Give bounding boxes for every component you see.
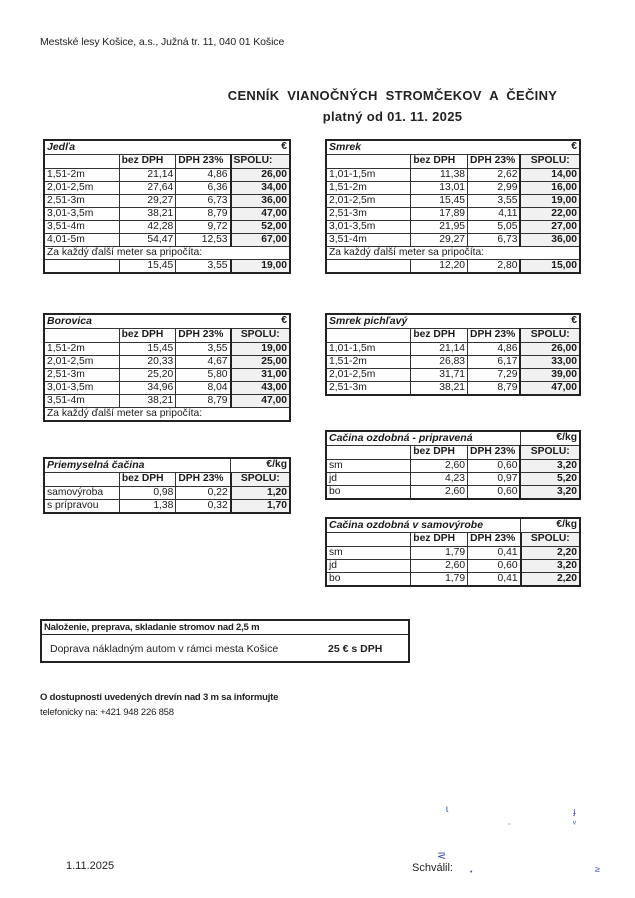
net-price: 54,47	[119, 233, 176, 246]
column-header-item	[44, 328, 119, 342]
column-header-vat: DPH 23%	[176, 328, 231, 342]
table-title: Smrek	[326, 140, 520, 154]
table-row	[326, 485, 580, 499]
table-row	[326, 546, 580, 559]
vat-amount: 0,60	[468, 485, 521, 499]
service-description: Doprava nákladným autom v rámci mesta Košice	[50, 642, 279, 655]
column-header-item	[44, 472, 119, 486]
price-table-cacina-samovyroba	[325, 517, 581, 587]
net-price: 34,96	[119, 381, 176, 394]
column-header-total: SPOLU:	[520, 328, 580, 342]
currency-label: €	[231, 314, 290, 328]
column-header-net: bez DPH	[411, 532, 468, 546]
column-header-net: bez DPH	[411, 445, 468, 459]
vat-amount: 7,29	[468, 368, 521, 381]
net-price: 31,71	[411, 368, 468, 381]
total-price: 39,00	[520, 368, 580, 381]
size-cell: 1,51-2m	[326, 355, 411, 368]
column-header-net: bez DPH	[411, 154, 468, 168]
total-price: 27,00	[520, 220, 580, 233]
table-row	[44, 194, 290, 207]
document-date: 1.11.2025	[66, 860, 115, 872]
vat-amount: 5,80	[176, 368, 231, 381]
availability-info	[40, 690, 278, 720]
signature-mark: ɟ ᵥ	[573, 806, 576, 826]
table-row	[44, 499, 290, 513]
net-price: 21,95	[411, 220, 468, 233]
type-cell: sm	[326, 546, 411, 559]
table-title: Cačina ozdobná v samovýrobe	[326, 518, 521, 532]
vat-amount: 2,99	[468, 181, 521, 194]
table-row	[44, 342, 290, 355]
signature-mark: ⋜	[437, 850, 447, 862]
table-row	[44, 181, 290, 194]
type-cell: s prípravou	[44, 499, 119, 513]
net-price: 15,45	[119, 259, 176, 273]
column-header-total: SPOLU:	[231, 328, 290, 342]
currency-label: €	[520, 140, 580, 154]
table-row	[44, 207, 290, 220]
table-title: Priemyselná čačina	[44, 458, 231, 472]
total-price: 1,20	[231, 486, 290, 499]
total-price: 5,20	[520, 472, 580, 485]
total-price: 26,00	[520, 342, 580, 355]
net-price: 1,79	[411, 546, 468, 559]
table-row	[326, 220, 580, 233]
vat-amount: 2,80	[468, 259, 521, 273]
size-cell: 2,51-3m	[326, 381, 411, 395]
net-price: 0,98	[119, 486, 176, 499]
size-cell: 1,51-2m	[44, 342, 119, 355]
total-price: 22,00	[520, 207, 580, 220]
total-price: 15,00	[520, 259, 580, 273]
total-price: 52,00	[231, 220, 290, 233]
column-header-vat: DPH 23%	[468, 328, 521, 342]
vat-amount: 5,05	[468, 220, 521, 233]
column-header-vat: DPH 23%	[176, 472, 231, 486]
vat-amount: 0,97	[468, 472, 521, 485]
net-price: 38,21	[119, 394, 176, 407]
total-price: 19,00	[231, 342, 290, 355]
column-header-net: bez DPH	[119, 154, 176, 168]
type-cell: bo	[326, 485, 411, 499]
total-price: 67,00	[231, 233, 290, 246]
net-price: 12,20	[411, 259, 468, 273]
net-price: 26,83	[411, 355, 468, 368]
net-price: 38,21	[411, 381, 468, 395]
column-header-item	[44, 154, 119, 168]
size-cell: 2,01-2,5m	[44, 181, 119, 194]
currency-label: €	[520, 314, 580, 328]
title-line: CENNÍK VIANOČNÝCH STROMČEKOV A ČEČINY	[227, 88, 558, 103]
vat-amount: 6,17	[468, 355, 521, 368]
table-title: Cačina ozdobná - pripravená	[326, 431, 520, 445]
table-row	[326, 559, 580, 572]
phone-contact: telefonicky na: +421 948 226 858	[40, 707, 174, 718]
vat-amount: 4,86	[176, 168, 231, 181]
vat-amount: 0,60	[468, 559, 521, 572]
table-title: Smrek pichľavý	[326, 314, 520, 328]
net-price: 27,64	[119, 181, 176, 194]
total-price: 47,00	[231, 394, 290, 407]
transport-service-box	[40, 619, 410, 663]
column-header-total: SPOLU:	[231, 154, 290, 168]
vat-amount: 8,79	[176, 394, 231, 407]
size-cell: 3,51-4m	[44, 220, 119, 233]
currency-label: €/kg	[520, 431, 580, 445]
vat-amount: 4,11	[468, 207, 521, 220]
size-cell: 3,51-4m	[326, 233, 411, 246]
size-cell: 1,51-2m	[44, 168, 119, 181]
validity-line: platný od 01. 11. 2025	[322, 109, 463, 124]
vat-amount: 12,53	[176, 233, 231, 246]
table-row	[44, 233, 290, 246]
price-table-smrek-pichlavy	[325, 313, 581, 396]
service-heading: Naloženie, preprava, skladanie stromov nad 2,5 m	[42, 621, 408, 635]
size-cell: 1,51-2m	[326, 181, 411, 194]
type-cell: jd	[326, 559, 411, 572]
size-cell: 2,01-2,5m	[44, 355, 119, 368]
size-cell	[326, 259, 411, 273]
net-price: 21,14	[411, 342, 468, 355]
column-header-net: bez DPH	[119, 472, 176, 486]
size-cell: 3,01-3,5m	[44, 381, 119, 394]
size-cell: 4,01-5m	[44, 233, 119, 246]
price-table-cacina-pripravena	[325, 430, 581, 500]
table-row	[326, 342, 580, 355]
size-cell: 3,01-3,5m	[326, 220, 411, 233]
table-title: Borovica	[44, 314, 231, 328]
column-header-item	[326, 532, 411, 546]
size-cell: 2,01-2,5m	[326, 194, 411, 207]
table-row	[44, 394, 290, 407]
column-header-net: bez DPH	[411, 328, 468, 342]
table-title: Jedľa	[44, 140, 231, 154]
table-row	[44, 168, 290, 181]
total-price: 3,20	[521, 559, 580, 572]
size-cell: 3,01-3,5m	[44, 207, 119, 220]
vat-amount: 6,73	[176, 194, 231, 207]
total-price: 36,00	[520, 233, 580, 246]
total-price: 25,00	[231, 355, 290, 368]
table-row	[326, 355, 580, 368]
net-price: 25,20	[119, 368, 176, 381]
net-price: 4,23	[411, 472, 468, 485]
size-cell: 2,01-2,5m	[326, 368, 411, 381]
availability-text: O dostupnosti uvedených drevín nad 3 m sa informujte	[40, 692, 279, 703]
size-cell: 3,51-4m	[44, 394, 119, 407]
vat-amount: 0,32	[176, 499, 231, 513]
type-cell: sm	[326, 459, 411, 472]
total-price: 14,00	[520, 168, 580, 181]
vat-amount: 3,55	[176, 342, 231, 355]
vat-amount: 4,86	[468, 342, 521, 355]
net-price: 20,33	[119, 355, 176, 368]
total-price: 2,20	[521, 572, 580, 586]
column-header-total: SPOLU:	[231, 472, 290, 486]
size-cell: 1,01-1,5m	[326, 342, 411, 355]
net-price: 2,60	[411, 485, 468, 499]
extra-meter-row	[44, 259, 290, 273]
total-price: 47,00	[231, 207, 290, 220]
table-row	[326, 168, 580, 181]
total-price: 31,00	[231, 368, 290, 381]
net-price: 1,79	[411, 572, 468, 586]
table-row	[326, 572, 580, 586]
size-cell: 1,01-1,5m	[326, 168, 411, 181]
table-row	[326, 181, 580, 194]
column-header-total: SPOLU:	[520, 154, 580, 168]
column-header-vat: DPH 23%	[468, 445, 521, 459]
total-price: 47,00	[520, 381, 580, 395]
vat-amount: 2,62	[468, 168, 521, 181]
net-price: 13,01	[411, 181, 468, 194]
table-row	[44, 355, 290, 368]
vat-amount: 3,55	[176, 259, 231, 273]
net-price: 17,89	[411, 207, 468, 220]
net-price: 38,21	[119, 207, 176, 220]
signature-mark: •	[470, 869, 473, 876]
total-price: 2,20	[521, 546, 580, 559]
signature-mark: ˇ	[508, 824, 511, 831]
net-price: 21,14	[119, 168, 176, 181]
table-row	[44, 220, 290, 233]
total-price: 16,00	[520, 181, 580, 194]
vat-amount: 0,22	[176, 486, 231, 499]
type-cell: samovýroba	[44, 486, 119, 499]
service-price: 25 € s DPH	[328, 642, 383, 655]
vat-amount: 0,60	[468, 459, 521, 472]
extra-meter-row	[326, 259, 580, 273]
extra-meter-note: Za každý ďalší meter sa pripočíta:	[326, 246, 580, 259]
table-row	[326, 207, 580, 220]
total-price: 3,20	[520, 485, 580, 499]
total-price: 26,00	[231, 168, 290, 181]
vat-amount: 6,73	[468, 233, 521, 246]
total-price: 36,00	[231, 194, 290, 207]
vat-amount: 8,79	[176, 207, 231, 220]
size-cell: 2,51-3m	[326, 207, 411, 220]
column-header-item	[326, 445, 411, 459]
net-price: 1,38	[119, 499, 176, 513]
price-table-borovica	[43, 313, 291, 422]
size-cell	[44, 259, 119, 273]
table-row	[326, 233, 580, 246]
total-price: 19,00	[520, 194, 580, 207]
column-header-item	[326, 328, 411, 342]
total-price: 1,70	[231, 499, 290, 513]
table-row	[326, 381, 580, 395]
extra-meter-note: Za každý ďalší meter sa pripočíta:	[44, 407, 290, 421]
total-price: 19,00	[231, 259, 290, 273]
net-price: 15,45	[411, 194, 468, 207]
total-price: 3,20	[520, 459, 580, 472]
currency-label: €	[231, 140, 290, 154]
column-header-total: SPOLU:	[520, 445, 580, 459]
net-price: 42,28	[119, 220, 176, 233]
vat-amount: 9,72	[176, 220, 231, 233]
price-table-jedla	[43, 139, 291, 274]
column-header-item	[326, 154, 411, 168]
currency-label: €/kg	[521, 518, 580, 532]
vat-amount: 3,55	[468, 194, 521, 207]
vat-amount: 8,79	[468, 381, 521, 395]
column-header-vat: DPH 23%	[468, 154, 521, 168]
net-price: 11,38	[411, 168, 468, 181]
total-price: 34,00	[231, 181, 290, 194]
table-row	[326, 368, 580, 381]
company-address: Mestské lesy Košice, a.s., Južná tr. 11, 040 01 Košice	[40, 36, 285, 48]
approved-by-label: Schválil:	[412, 862, 453, 874]
vat-amount: 8,04	[176, 381, 231, 394]
total-price: 43,00	[231, 381, 290, 394]
column-header-vat: DPH 23%	[468, 532, 521, 546]
net-price: 2,60	[411, 559, 468, 572]
size-cell: 2,51-3m	[44, 194, 119, 207]
price-table-smrek	[325, 139, 581, 274]
total-price: 33,00	[520, 355, 580, 368]
vat-amount: 0,41	[468, 572, 521, 586]
table-row	[326, 472, 580, 485]
net-price: 29,27	[411, 233, 468, 246]
document-title	[0, 88, 635, 124]
net-price: 15,45	[119, 342, 176, 355]
column-header-net: bez DPH	[119, 328, 176, 342]
net-price: 29,27	[119, 194, 176, 207]
table-row	[326, 459, 580, 472]
column-header-total: SPOLU:	[521, 532, 580, 546]
type-cell: bo	[326, 572, 411, 586]
price-table-priemyselna-cacina	[43, 457, 291, 514]
vat-amount: 4,67	[176, 355, 231, 368]
net-price: 2,60	[411, 459, 468, 472]
currency-label: €/kg	[231, 458, 290, 472]
signature-mark: ≥	[595, 864, 600, 874]
signature-mark: ɩ	[446, 804, 449, 815]
vat-amount: 0,41	[468, 546, 521, 559]
extra-meter-note: Za každý ďalší meter sa pripočíta:	[44, 246, 290, 259]
type-cell: jd	[326, 472, 411, 485]
table-row	[326, 194, 580, 207]
table-row	[44, 486, 290, 499]
table-row	[44, 368, 290, 381]
size-cell: 2,51-3m	[44, 368, 119, 381]
column-header-vat: DPH 23%	[176, 154, 231, 168]
vat-amount: 6,36	[176, 181, 231, 194]
table-row	[44, 381, 290, 394]
